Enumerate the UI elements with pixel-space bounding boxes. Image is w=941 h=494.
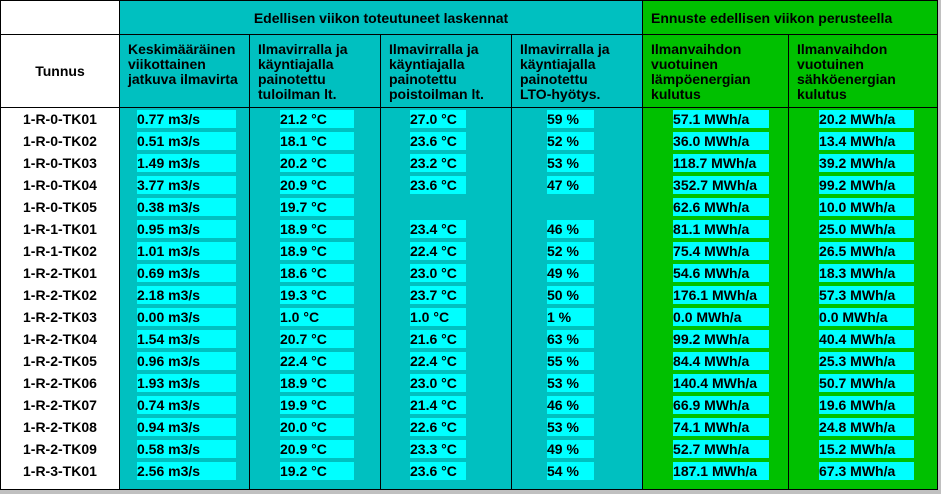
exhaust-temp-value: 23.6 °C bbox=[410, 176, 466, 194]
heat-energy-value: 36.0 MWh/a bbox=[673, 132, 769, 150]
heat-energy-value: 52.7 MWh/a bbox=[673, 440, 769, 458]
airflow-value: 3.77 m3/s bbox=[137, 176, 236, 194]
airflow-value: 0.51 m3/s bbox=[137, 132, 236, 150]
exhaust-temp-value: 23.2 °C bbox=[410, 154, 466, 172]
supply-temp-value: 19.3 °C bbox=[280, 286, 354, 304]
supply-temp-value: 20.2 °C bbox=[280, 154, 354, 172]
table-cell bbox=[512, 394, 642, 416]
table-cell bbox=[250, 306, 380, 328]
electric-energy-value: 19.6 MWh/a bbox=[819, 396, 914, 414]
table-cell bbox=[120, 350, 249, 372]
airflow-value: 0.94 m3/s bbox=[137, 418, 236, 436]
exhaust-temp-column bbox=[381, 108, 512, 490]
supply-temp-column bbox=[250, 108, 381, 490]
table-cell bbox=[512, 152, 642, 174]
table-cell bbox=[643, 350, 788, 372]
lto-efficiency-value: 63 % bbox=[547, 330, 594, 348]
table-cell bbox=[643, 196, 788, 218]
table-cell bbox=[120, 372, 249, 394]
lto-efficiency-value: 59 % bbox=[547, 110, 594, 128]
supply-temp-value: 19.7 °C bbox=[280, 198, 354, 216]
table-cell bbox=[789, 152, 937, 174]
table-cell bbox=[250, 108, 380, 130]
electric-energy-value: 18.3 MWh/a bbox=[819, 264, 914, 282]
electric-energy-value: 20.2 MWh/a bbox=[819, 110, 914, 128]
supply-temp-value: 20.9 °C bbox=[280, 440, 354, 458]
table-cell bbox=[381, 284, 511, 306]
table-cell bbox=[789, 196, 937, 218]
electric-energy-value: 25.3 MWh/a bbox=[819, 352, 914, 370]
table-cell bbox=[643, 152, 788, 174]
table-cell bbox=[643, 416, 788, 438]
lto-efficiency-header-label: Ilmavirralla ja käyntiajalla painotettu LTO-hyötys. bbox=[520, 41, 610, 102]
heat-energy-value: 84.4 MWh/a bbox=[673, 352, 769, 370]
table-cell bbox=[789, 372, 937, 394]
supply-temp-value: 19.2 °C bbox=[280, 462, 354, 480]
table-cell bbox=[250, 350, 380, 372]
table-cell bbox=[512, 262, 642, 284]
supply-temp-value: 18.6 °C bbox=[280, 264, 354, 282]
table-cell bbox=[250, 130, 380, 152]
table-cell bbox=[250, 174, 380, 196]
table-cell bbox=[250, 460, 380, 482]
lto-efficiency-value: 46 % bbox=[547, 220, 594, 238]
table-cell bbox=[120, 240, 249, 262]
table-cell bbox=[643, 240, 788, 262]
table-cell bbox=[381, 152, 511, 174]
airflow-value: 2.18 m3/s bbox=[137, 286, 236, 304]
airflow-value: 0.58 m3/s bbox=[137, 440, 236, 458]
exhaust-temp-value: 23.6 °C bbox=[410, 132, 466, 150]
table-cell bbox=[250, 416, 380, 438]
supply-temp-value: 20.9 °C bbox=[280, 176, 354, 194]
row-id: 1-R-0-TK02 bbox=[23, 133, 97, 149]
table-cell bbox=[120, 284, 249, 306]
table-cell bbox=[120, 438, 249, 460]
table-cell bbox=[643, 306, 788, 328]
table-cell bbox=[512, 196, 642, 218]
table-cell bbox=[512, 416, 642, 438]
lto-efficiency-value: 53 % bbox=[547, 374, 594, 392]
row-id: 1-R-2-TK06 bbox=[23, 375, 97, 391]
table-cell bbox=[512, 108, 642, 130]
exhaust-temp-value: 21.4 °C bbox=[410, 396, 466, 414]
lto-efficiency-value: 52 % bbox=[547, 132, 594, 150]
table-cell bbox=[789, 460, 937, 482]
lto-efficiency-value: 1 % bbox=[547, 308, 594, 326]
exhaust-temp-value: 23.3 °C bbox=[410, 440, 466, 458]
table-cell bbox=[381, 196, 511, 218]
supply-temp-value: 21.2 °C bbox=[280, 110, 354, 128]
table-cell bbox=[250, 240, 380, 262]
table-cell bbox=[120, 174, 249, 196]
table-cell bbox=[381, 372, 511, 394]
heat-energy-value: 57.1 MWh/a bbox=[673, 110, 769, 128]
lto-efficiency-column bbox=[512, 108, 643, 490]
electric-energy-header bbox=[789, 35, 938, 108]
table-cell bbox=[381, 218, 511, 240]
table-cell bbox=[512, 350, 642, 372]
table-cell bbox=[789, 174, 937, 196]
airflow-value: 1.54 m3/s bbox=[137, 330, 236, 348]
supply-temp-value: 22.4 °C bbox=[280, 352, 354, 370]
table-cell bbox=[381, 438, 511, 460]
exhaust-temp-value: 23.6 °C bbox=[410, 462, 466, 480]
electric-energy-value: 25.0 MWh/a bbox=[819, 220, 914, 238]
table-cell bbox=[512, 438, 642, 460]
lto-efficiency-value: 49 % bbox=[547, 264, 594, 282]
supply-temp-value: 18.9 °C bbox=[280, 374, 354, 392]
table-cell bbox=[789, 416, 937, 438]
electric-energy-value: 67.3 MWh/a bbox=[819, 462, 914, 480]
supply-temp-value: 18.9 °C bbox=[280, 242, 354, 260]
electric-energy-value: 26.5 MWh/a bbox=[819, 242, 914, 260]
heat-energy-column bbox=[643, 108, 789, 490]
row-id: 1-R-2-TK04 bbox=[23, 331, 97, 347]
electric-energy-value: 15.2 MWh/a bbox=[819, 440, 914, 458]
airflow-header bbox=[120, 35, 250, 108]
exhaust-temp-value: 22.4 °C bbox=[410, 352, 466, 370]
electric-energy-value: 24.8 MWh/a bbox=[819, 418, 914, 436]
row-id: 1-R-0-TK01 bbox=[23, 111, 97, 127]
table-cell bbox=[643, 460, 788, 482]
heat-energy-value: 75.4 MWh/a bbox=[673, 242, 769, 260]
electric-energy-value: 99.2 MWh/a bbox=[819, 176, 914, 194]
table-cell bbox=[643, 218, 788, 240]
supply-temp-header bbox=[250, 35, 381, 108]
table-cell bbox=[789, 350, 937, 372]
row-id: 1-R-2-TK01 bbox=[23, 265, 97, 281]
heat-energy-value: 81.1 MWh/a bbox=[673, 220, 769, 238]
row-id: 1-R-1-TK02 bbox=[23, 243, 97, 259]
table-cell bbox=[381, 350, 511, 372]
airflow-value: 1.01 m3/s bbox=[137, 242, 236, 260]
airflow-value: 0.95 m3/s bbox=[137, 220, 236, 238]
supply-temp-value: 19.9 °C bbox=[280, 396, 354, 414]
table-cell bbox=[120, 394, 249, 416]
electric-energy-column bbox=[789, 108, 938, 490]
heat-energy-value: 187.1 MWh/a bbox=[673, 462, 769, 480]
exhaust-temp-value: 27.0 °C bbox=[410, 110, 466, 128]
lto-efficiency-value: 53 % bbox=[547, 154, 594, 172]
electric-energy-value: 40.4 MWh/a bbox=[819, 330, 914, 348]
airflow-value: 1.93 m3/s bbox=[137, 374, 236, 392]
forecast-group-header: Ennuste edellisen viikon perusteella bbox=[643, 1, 938, 35]
supply-temp-value: 18.9 °C bbox=[280, 220, 354, 238]
heat-energy-value: 62.6 MWh/a bbox=[673, 198, 769, 216]
table-cell bbox=[120, 416, 249, 438]
row-id: 1-R-0-TK03 bbox=[23, 155, 97, 171]
exhaust-temp-header bbox=[381, 35, 512, 108]
lto-efficiency-value: 55 % bbox=[547, 352, 594, 370]
table-cell bbox=[643, 262, 788, 284]
table-cell bbox=[512, 460, 642, 482]
electric-energy-value: 50.7 MWh/a bbox=[819, 374, 914, 392]
table-cell bbox=[789, 284, 937, 306]
exhaust-temp-value: 22.6 °C bbox=[410, 418, 466, 436]
tunnus-column bbox=[1, 108, 120, 490]
table-cell bbox=[789, 218, 937, 240]
table-cell bbox=[512, 306, 642, 328]
exhaust-temp-value: 21.6 °C bbox=[410, 330, 466, 348]
table-cell bbox=[250, 262, 380, 284]
table-cell bbox=[512, 328, 642, 350]
electric-energy-value: 39.2 MWh/a bbox=[819, 154, 914, 172]
lto-efficiency-value: 47 % bbox=[547, 176, 594, 194]
exhaust-temp-value: 23.4 °C bbox=[410, 220, 466, 238]
heat-energy-value: 176.1 MWh/a bbox=[673, 286, 769, 304]
exhaust-temp-value: 23.0 °C bbox=[410, 264, 466, 282]
table-cell bbox=[512, 240, 642, 262]
table-cell bbox=[250, 152, 380, 174]
table-cell bbox=[789, 240, 937, 262]
electric-energy-value: 57.3 MWh/a bbox=[819, 286, 914, 304]
table-cell bbox=[643, 174, 788, 196]
lto-efficiency-value: 50 % bbox=[547, 286, 594, 304]
table-cell bbox=[512, 174, 642, 196]
row-id: 1-R-2-TK03 bbox=[23, 309, 97, 325]
airflow-value: 0.00 m3/s bbox=[137, 308, 236, 326]
airflow-value: 0.38 m3/s bbox=[137, 198, 236, 216]
supply-temp-value: 20.7 °C bbox=[280, 330, 354, 348]
row-id: 1-R-0-TK05 bbox=[23, 199, 97, 215]
table-cell bbox=[381, 416, 511, 438]
exhaust-temp-header-label: Ilmavirralla ja käyntiajalla painotettu poistoilman lt. bbox=[389, 41, 484, 102]
table-cell bbox=[250, 284, 380, 306]
heat-energy-value: 0.0 MWh/a bbox=[673, 308, 769, 326]
airflow-header-label: Keskimääräinen viikottainen jatkuva ilmavirta bbox=[128, 41, 238, 87]
table-cell bbox=[512, 284, 642, 306]
table-cell bbox=[381, 262, 511, 284]
table-cell bbox=[250, 218, 380, 240]
row-id: 1-R-1-TK01 bbox=[23, 221, 97, 237]
lto-efficiency-header bbox=[512, 35, 643, 108]
heat-energy-value: 54.6 MWh/a bbox=[673, 264, 769, 282]
table-cell bbox=[381, 328, 511, 350]
heat-energy-header-label: Ilmanvaihdon vuotuinen lämpöenergian kulutus bbox=[651, 41, 751, 102]
airflow-column bbox=[120, 108, 250, 490]
table-cell bbox=[120, 108, 249, 130]
table-cell bbox=[120, 306, 249, 328]
table-cell bbox=[120, 460, 249, 482]
table-cell bbox=[120, 152, 249, 174]
exhaust-temp-value: 22.4 °C bbox=[410, 242, 466, 260]
table-cell bbox=[250, 372, 380, 394]
table-cell bbox=[789, 262, 937, 284]
heat-energy-value: 66.9 MWh/a bbox=[673, 396, 769, 414]
electric-energy-header-label: Ilmanvaihdon vuotuinen sähköenergian kulutus bbox=[797, 41, 896, 102]
row-id: 1-R-2-TK09 bbox=[23, 441, 97, 457]
corner-cell bbox=[1, 1, 120, 35]
table-cell bbox=[789, 328, 937, 350]
table-cell bbox=[789, 130, 937, 152]
table-cell bbox=[789, 438, 937, 460]
tunnus-header: Tunnus bbox=[1, 35, 120, 108]
row-id: 1-R-2-TK02 bbox=[23, 287, 97, 303]
table-cell bbox=[512, 130, 642, 152]
airflow-value: 0.69 m3/s bbox=[137, 264, 236, 282]
electric-energy-value: 0.0 MWh/a bbox=[819, 308, 914, 326]
lto-efficiency-value: 53 % bbox=[547, 418, 594, 436]
realized-group-header: Edellisen viikon toteutuneet laskennat bbox=[120, 1, 643, 35]
table-cell bbox=[789, 108, 937, 130]
table-cell bbox=[120, 262, 249, 284]
row-id: 1-R-0-TK04 bbox=[23, 177, 97, 193]
table-cell bbox=[381, 174, 511, 196]
table-cell bbox=[512, 218, 642, 240]
table-cell bbox=[381, 394, 511, 416]
row-id: 1-R-2-TK05 bbox=[23, 353, 97, 369]
exhaust-temp-value: 23.0 °C bbox=[410, 374, 466, 392]
row-id: 1-R-3-TK01 bbox=[23, 463, 97, 479]
lto-efficiency-value: 52 % bbox=[547, 242, 594, 260]
airflow-value: 0.96 m3/s bbox=[137, 352, 236, 370]
table-cell bbox=[120, 328, 249, 350]
table-cell bbox=[381, 240, 511, 262]
heat-energy-value: 118.7 MWh/a bbox=[673, 154, 769, 172]
table-cell bbox=[381, 460, 511, 482]
airflow-value: 2.56 m3/s bbox=[137, 462, 236, 480]
table-cell bbox=[643, 438, 788, 460]
table-cell bbox=[643, 394, 788, 416]
supply-temp-value: 18.1 °C bbox=[280, 132, 354, 150]
table-cell bbox=[789, 306, 937, 328]
lto-efficiency-value: 46 % bbox=[547, 396, 594, 414]
table-cell bbox=[381, 130, 511, 152]
exhaust-temp-value: 23.7 °C bbox=[410, 286, 466, 304]
table-cell bbox=[643, 108, 788, 130]
exhaust-temp-value: 1.0 °C bbox=[410, 308, 466, 326]
table-cell bbox=[643, 372, 788, 394]
heat-energy-value: 352.7 MWh/a bbox=[673, 176, 769, 194]
airflow-value: 0.74 m3/s bbox=[137, 396, 236, 414]
table-cell bbox=[643, 130, 788, 152]
lto-efficiency-value: 49 % bbox=[547, 440, 594, 458]
electric-energy-value: 10.0 MWh/a bbox=[819, 198, 914, 216]
heat-energy-header bbox=[643, 35, 789, 108]
table-cell bbox=[250, 394, 380, 416]
table-cell bbox=[512, 372, 642, 394]
airflow-value: 1.49 m3/s bbox=[137, 154, 236, 172]
table-cell bbox=[120, 196, 249, 218]
table-cell bbox=[250, 328, 380, 350]
supply-temp-value: 20.0 °C bbox=[280, 418, 354, 436]
table-cell bbox=[250, 438, 380, 460]
table-cell bbox=[381, 108, 511, 130]
table-cell bbox=[643, 328, 788, 350]
electric-energy-value: 13.4 MWh/a bbox=[819, 132, 914, 150]
table-cell bbox=[120, 130, 249, 152]
lto-efficiency-value: 54 % bbox=[547, 462, 594, 480]
table-cell bbox=[789, 394, 937, 416]
table-cell bbox=[381, 306, 511, 328]
table-cell bbox=[643, 284, 788, 306]
heat-energy-value: 140.4 MWh/a bbox=[673, 374, 769, 392]
airflow-value: 0.77 m3/s bbox=[137, 110, 236, 128]
table-cell bbox=[120, 218, 249, 240]
supply-temp-value: 1.0 °C bbox=[280, 308, 354, 326]
row-id: 1-R-2-TK08 bbox=[23, 419, 97, 435]
table-cell bbox=[250, 196, 380, 218]
supply-temp-header-label: Ilmavirralla ja käyntiajalla painotettu tuloilman lt. bbox=[258, 41, 348, 102]
heat-energy-value: 99.2 MWh/a bbox=[673, 330, 769, 348]
row-id: 1-R-2-TK07 bbox=[23, 397, 97, 413]
heat-energy-value: 74.1 MWh/a bbox=[673, 418, 769, 436]
